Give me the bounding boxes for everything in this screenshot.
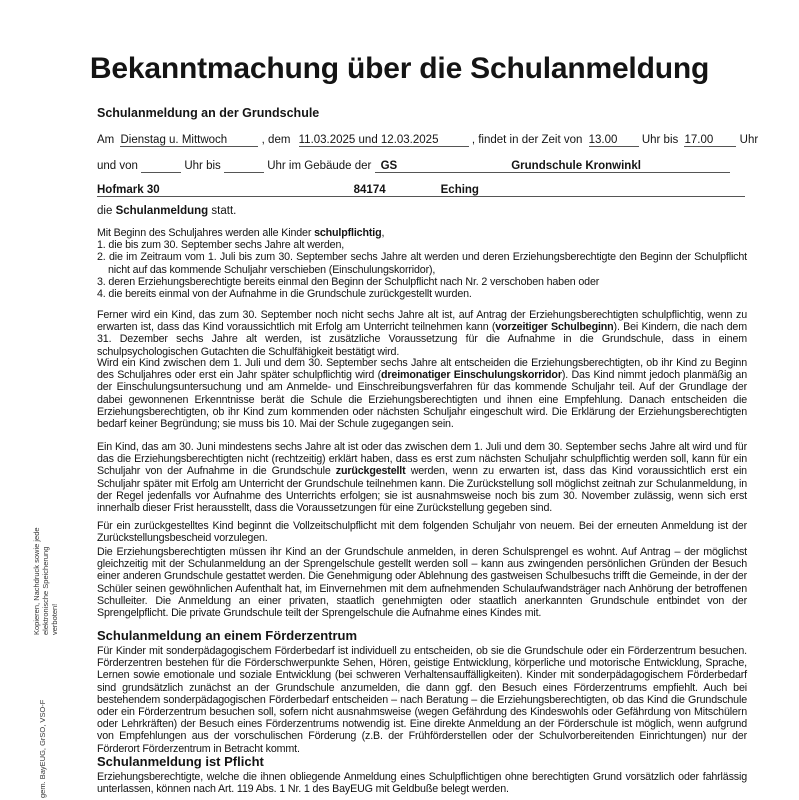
- paragraph-deferred-child: Für ein zurückgestelltes Kind beginnt die Vollzeitschulpflicht mit dem folgenden Schuljahr von neuem. Bei der erneuten Anmeldung ist der Zurückstellungsbescheid vorzulegen.: [97, 520, 747, 545]
- und-von-label: und von: [97, 160, 138, 172]
- copyright-note: Kopieren, Nachdruck sowie jede elektronische Speicherung verboten!: [32, 527, 59, 635]
- paragraph-deferral: Ein Kind, das am 30. Juni mindestens sechs Jahre alt ist oder das zwischen dem 1. Juli und dem 30. September sechs Jahre alt wird und für das die Erziehungsberechtigten nicht (rechtzeitig) erklärt haben, dass es erst zum nächsten Schuljahr schulpflichtig werden soll, kann für ein Schuljahr von der Aufnahme in die Grundschule zurückgestellt werden, wenn zu erwarten ist, dass das Kind voraussichtlich erst ein Schuljahr später mit Erfolg am Unterricht der Grundschule teilnehmen kann. Die Zurückstellung soll möglichst zeitnah zur Schulanmeldung, in der Regel jedenfalls vor Aufnahme des Unterrichts erfolgen; sie ist ausnahmsweise noch bis zum 30. November zulässig, wenn sich erst innerhalb dieser Frist herausstellt, dass die Voraussetzungen für eine Zurückstellung gegeben sind.: [97, 441, 747, 515]
- den-label: , dem: [261, 134, 291, 146]
- form-row-2: [97, 160, 730, 173]
- section-heading-pflicht: Schulanmeldung ist Pflicht: [97, 754, 264, 769]
- subheading: Schulanmeldung an der Grundschule: [97, 106, 320, 120]
- list-item: 2. die im Zeitraum vom 1. Juli bis zum 30. September sechs Jahre alt werden und deren Erziehungsberechtigte den Beginn der Schulpflicht nicht auf das kommende Schuljahr verschieben (Einschulungskorridor),: [97, 251, 747, 276]
- legal-note: gem. BayEUG, GrSO, VSO-F: [38, 699, 47, 798]
- list-item: 4. die bereits einmal von der Aufnahme in die Grundschule zurückgestellt wurden.: [97, 288, 472, 301]
- date-field[interactable]: 11.03.2025 und 12.03.2025: [299, 134, 469, 147]
- paragraph-foerderzentrum: Für Kinder mit sonderpädagogischem Förderbedarf ist individuell zu entscheiden, ob sie die Grundschule oder ein Förderzentrum besuchen. Förderzentren bestehen für die Förderschwerpunkte Sehen, Hören, geistige Entwicklung, körperliche und motorische Entwicklung, Sprache, Lernen sowie emotionale und soziale Entwicklung (bei schweren Verhaltensauffälligkeiten). Kinder mit sonderpädagogischem Förderbedarf sind grundsätzlich zunächst an der Grundschule anzumelden, die dann ggf. den Besuch eines Förderzentrums empfiehlt. Auch bei bestehendem sonderpädagogischen Förderbedarf entscheiden – nach Beratung – die Erziehungsberechtigten, ob das Kind die Grundschule oder ein Förderzentrum besuchen soll, sofern nicht ausnahmsweise (wegen Gefährdung des Kindeswohls oder Gefährdung von Mitschülern oder Lehrkräften) der Besuch eines Förderzentrums notwendig ist. Eine direkte Anmeldung an der Förderschule ist möglich, wenn aufgrund von Empfehlungen aus der vorschulischen Förderung (z.B. der Frühförderstellen oder der Schulvorbereitenden Einrichtungen) nur der Förderort Förderzentrum in Betracht kommt.: [97, 645, 747, 755]
- weekday-field[interactable]: Dienstag u. Mittwoch: [120, 134, 258, 147]
- extra-time-to-field[interactable]: [224, 160, 264, 173]
- paragraph-catchment: Die Erziehungsberechtigten müssen ihr Kind an der Grundschule anmelden, in deren Schulsprengel es wohnt. Auf Antrag – der möglichst gleichzeitig mit der Schulanmeldung an der Sprengelschule gestellt werden soll – kann aus zwingenden persönlichen Gründen der Besuch einer anderen Grundschule gestattet werden. Die Genehmigung oder Ablehnung des gastweisen Schulbesuchs trifft die Gemeinde, in der der Schüler seinen gewöhnlichen Aufenthalt hat, im Einvernehmen mit dem aufnehmenden Schulaufwandsträger nach Anhörung der betroffenen Schulleiter. Die Anmeldung an einer privaten, staatlich genehmigten oder staatlich anerkannten Grundschule entbindet von der Sprengelpflicht. Die private Grundschule teilt der Sprengelschule die Aufnahme eines Kindes mit.: [97, 546, 747, 620]
- page-title: Bekanntmachung über die Schulanmeldung: [89, 52, 710, 85]
- list-item: 3. deren Erziehungsberechtigte bereits einmal den Beginn der Schulpflicht nach Nr. 2 verschoben haben oder: [97, 275, 600, 288]
- paragraph-corridor: Wird ein Kind zwischen dem 1. Juli und dem 30. September sechs Jahre alt entscheiden die Erziehungsberechtigten, ob ihr Kind zu Beginn des Schuljahres oder erst ein Jahr später schulpflichtig wird (dreimonatiger Einschulungskorridor). Das Kind nimmt jedoch planmäßig an der Einschulungsuntersuchung und am Anmelde- und Einschreibungsverfahren für das kommende Schuljahr teil. Auf der Grundlage der dabei gewonnenen Erkenntnisse berät die Schule die Erziehungsberechtigten und ihnen eine Empfehlung. Danach entscheiden die Erziehungsberechtigten, ob ihr Kind zum kommenden oder nächsten Schuljahr eingeschult wird. Die Erklärung der Erziehungsberechtigten bedarf keiner Begründung; sie muss bis 10. Mai der Schule zugegangen sein.: [97, 357, 747, 431]
- am-label: Am: [97, 134, 115, 146]
- building-field[interactable]: GS Grundschule Kronwinkl: [375, 160, 730, 173]
- address-field[interactable]: Hofmark 30 84174 Eching: [97, 184, 745, 197]
- gebaeude-label: Uhr im Gebäude der: [267, 160, 372, 172]
- intro-block: [97, 227, 747, 300]
- form-row-3: [97, 184, 745, 197]
- condition-list: [97, 239, 747, 300]
- statt-suffix: statt.: [211, 205, 237, 217]
- uhr-label: Uhr: [739, 134, 759, 146]
- findet-label: , findet in der Zeit von: [471, 134, 583, 146]
- statt-bold: Schulanmeldung: [115, 205, 209, 217]
- uhr-bis-label-2: Uhr bis: [184, 160, 221, 172]
- time-from-field[interactable]: 13.00: [589, 134, 639, 147]
- time-to-field[interactable]: 17.00: [684, 134, 736, 147]
- statt-prefix: die: [97, 205, 113, 217]
- list-item: 1. die bis zum 30. September sechs Jahre alt werden,: [97, 239, 345, 252]
- form-row-4: [97, 205, 236, 217]
- intro-lead: Mit Beginn des Schuljahres werden alle Kinder schulpflichtig,: [97, 227, 385, 239]
- paragraph-early-start: Ferner wird ein Kind, das zum 30. September noch nicht sechs Jahre alt ist, auf Antrag der Erziehungsberechtigten schulpflichtig, wenn zu erwarten ist, dass das Kind voraussichtlich mit Erfolg am Unterricht teilnehmen kann (vorzeitiger Schulbeginn). Bei Kindern, die nach dem 31. Dezember sechs Jahre alt werden, ist zusätzliche Voraussetzung für die Aufnahme in die Grundschule, dass in einem schulpsychologischen Gutachten die Schulfähigkeit bestätigt wird.: [97, 309, 747, 358]
- section-heading-foerderzentrum: Schulanmeldung an einem Förderzentrum: [97, 628, 358, 643]
- paragraph-pflicht: Erziehungsberechtigte, welche die ihnen obliegende Anmeldung eines Schulpflichtigen ohne berechtigten Grund vorsätzlich oder fahrlässig unterlassen, können nach Art. 119 Abs. 1 Nr. 1 des BayEUG mit Geldbuße belegt werden.: [97, 771, 747, 796]
- uhr-bis-label: Uhr bis: [641, 134, 679, 146]
- extra-time-from-field[interactable]: [141, 160, 181, 173]
- form-row-1: [97, 134, 758, 147]
